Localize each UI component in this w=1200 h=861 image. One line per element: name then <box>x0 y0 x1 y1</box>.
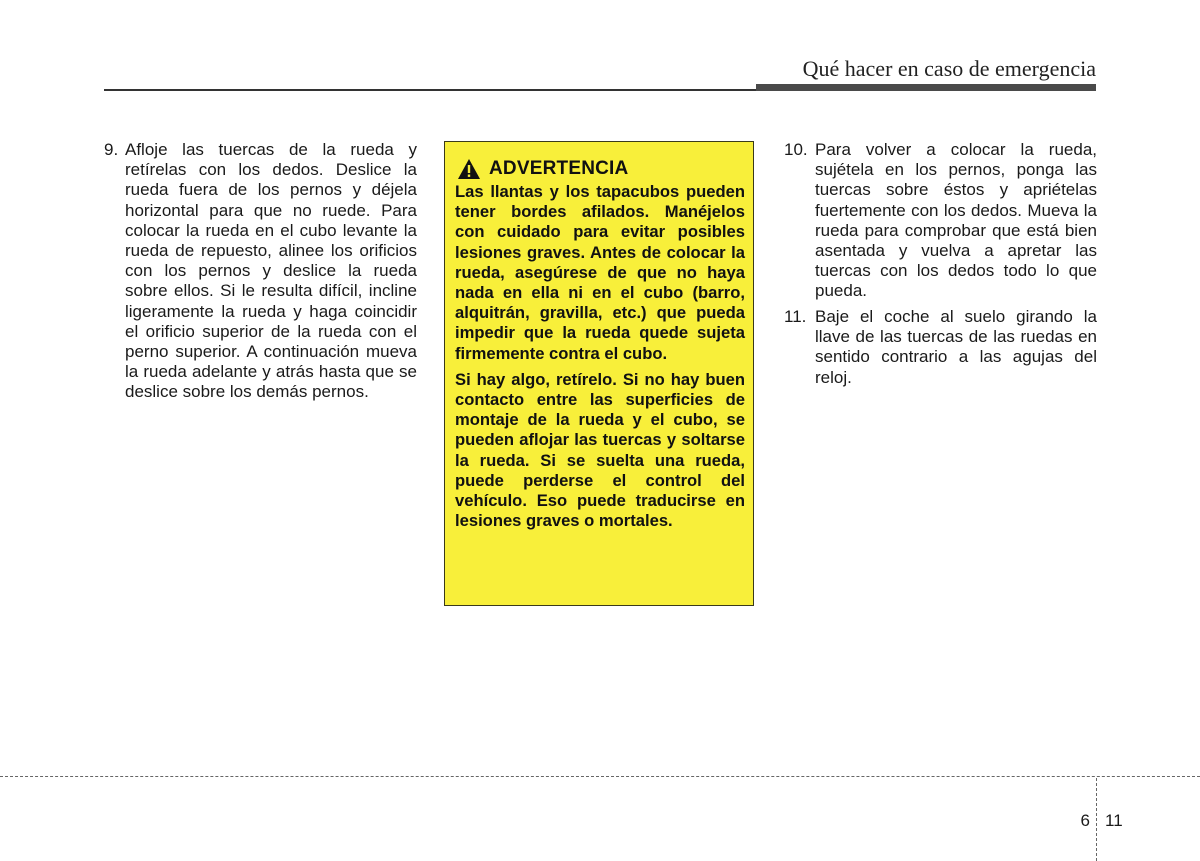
step-text: Baje el coche al suelo girando la llave de las tuercas de las ruedas en sentido contrario a las agujas del reloj. <box>815 307 1097 387</box>
header-rule-thin <box>104 89 756 91</box>
step-text: Afloje las tuercas de la rueda y retírelas con los dedos. Deslice la rueda fuera de los pernos y déjela horizontal para que no ruede. Para colocar la rueda en el cubo levante la rueda de repuesto, alinee los orificios con los pernos y deslice la rueda sobre ellos. Si le resulta difícil, incline ligeramente la rueda y haga coincidir el orificio superior de la rueda con el perno superior. A continuación mueva la rueda adelante y atrás hasta que se deslice sobre los demás pernos. <box>125 140 417 402</box>
chapter-number: 6 <box>1080 811 1090 830</box>
step-number: 11. <box>784 307 807 326</box>
footer-dashed-rule <box>0 776 1200 777</box>
warning-box <box>444 141 754 606</box>
section-title: Qué hacer en caso de emergencia <box>802 56 1096 81</box>
step-11 <box>784 307 1097 388</box>
warning-title: ADVERTENCIA <box>489 158 629 179</box>
footer-vertical-rule <box>1096 778 1097 861</box>
step-9 <box>104 140 417 403</box>
page-number: 11 <box>1105 811 1123 830</box>
warning-header <box>457 158 628 180</box>
step-text: Para volver a colocar la rueda, sujétela en los pernos, ponga las tuercas sobre éstos y apriételas fuertemente con los dedos. Mueva la rueda para comprobar que está bien asentada y vuelva a apretar las tuercas con los dedos todo lo que pueda. <box>815 140 1097 301</box>
warning-body <box>455 182 745 537</box>
warning-triangle-icon <box>457 158 481 180</box>
step-number: 10. <box>784 140 808 159</box>
step-number: 9. <box>104 140 119 159</box>
warning-paragraph-2: Si hay algo, retírelo. Si no hay buen contacto entre las superficies de montaje de la rueda y el cubo, se pueden aflojar las tuercas y soltarse la rueda. Si se suelta una rueda, puede perderse el control del vehículo. Eso puede traducirse en lesiones graves o mortales. <box>455 369 745 531</box>
warning-paragraph-1: Las llantas y los tapacubos pueden tener bordes afilados. Manéjelos con cuidado para evitar posibles lesiones graves. Antes de colocar la rueda, asegúrese de que no haya nada en ella ni en el cubo (barro, alquitrán, gravilla, etc.) que pueda impedir que la rueda quede sujeta firmemente contra el cubo. <box>455 182 745 363</box>
step-10 <box>784 140 1097 302</box>
header-rule-thick <box>756 84 1096 91</box>
